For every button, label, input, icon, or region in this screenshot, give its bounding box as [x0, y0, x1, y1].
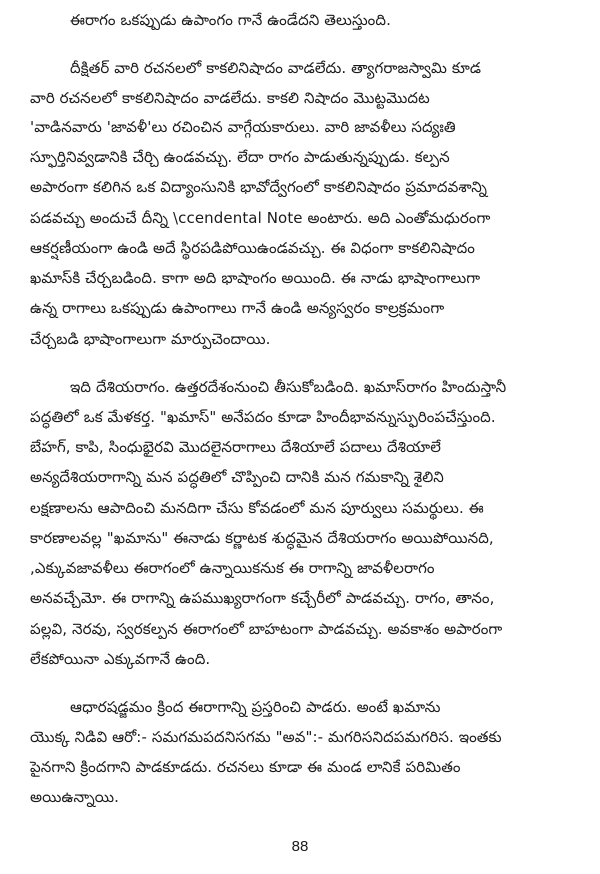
- text-line: అన్యదేశియరాగాన్ని మన పద్ధతిలో చొప్పించి దానికి మన గమకాన్ని శైలిని: [30, 468, 444, 486]
- text-line: ఆధారషడ్జమం క్రింద ఈరాగాన్ని ప్రస్తరించి పాడరు. అంటే ఖమాను: [70, 698, 441, 716]
- text-line: పద్ధతిలో ఒక మేళకర్త. "ఖమాస్" అనేపదం కూడా హిందీభావన్నుస్ఫురింపచేస్తుంది.: [30, 408, 496, 426]
- text-line: ఈరాగం ఒకప్పుడు ఉపాంగం గానే ఉండేదని తెలుస్తుంది.: [70, 11, 391, 29]
- text-line: పల్లవి, నెరవు, స్వరకల్పన ఈరాగంలో బాహటంగా పాడవచ్చు. అవకాశం అపారంగా: [30, 620, 503, 638]
- text-line: చేర్చబడి భాషాంగాలుగా మార్పుచెందాయి.: [30, 330, 271, 348]
- text-line: ఇది దేశియరాగం. ఉత్తరదేశంనుంచి తీసుకోబడింది. ఖమాస్‌రాగం హిందుస్తానీ: [70, 378, 507, 396]
- text-line: అనవచ్చేమో. ఈ రాగాన్ని ఉపముఖ్యరాగంగా కచ్చేరీలో పాడవచ్చు. రాగం, తానం,: [30, 589, 495, 607]
- text-line: పడవచ్చు అందుచే దీన్ని \ccendental Note అంటారు. అది ఎంతోమధురంగా: [30, 209, 491, 227]
- text-line: 'వాడినవారు 'జావళీ'లు రచించిన వాగ్గేయకారులు. వారి జావళీలు సద్యఃతి: [30, 118, 456, 136]
- text-line: ,ఎక్కువజావళీలు ఈరాగంలో ఉన్నాయికనుక ఈ రాగాన్ని జావళీలరాగం: [30, 559, 435, 577]
- text-line: దీక్షితర్ వారి రచనలలో కాకలినిషాదం వాడలేదు. త్యాగరాజస్వామి కూడ: [70, 59, 482, 77]
- text-line: అయిఉన్నాయి.: [30, 788, 119, 806]
- text-line: కారణాలవల్ల "ఖమాను" ఈనాడు కర్ణాటక శుద్ధమైన దేశియరాగం అయిపోయినది,: [30, 529, 494, 547]
- text-line: ఖమాస్‌కి చేర్చబడింది. కాగా అది భాషాంగం అయింది. ఈ నాడు భాషాంగాలుగా: [30, 269, 481, 287]
- text-line: ఉన్న రాగాలు ఒకప్పుడు ఉపాంగాలు గానే ఉండి అన్యస్వరం కాల్రక్రమంగా: [30, 299, 445, 317]
- page-number: 88: [291, 838, 309, 855]
- text-line: ఆకర్షణీయంగా ఉండి అదే స్థిరపడిపోయిఉండవచ్చు. ఈ విధంగా కాకలినిషాదం: [30, 239, 475, 257]
- text-line: స్ఫూర్తినివ్వడానికి చేర్చి ఉండవచ్చు. లేదా రాగం పాడుతున్నప్పుడు. కల్పన: [30, 148, 450, 166]
- text-line: పైనగాని క్రిందగాని పాడకూడదు. రచనలు కూడా ఈ మండ లానికే పరిమితం: [30, 758, 461, 776]
- text-line: బేహగ్, కాపి, సింధుభైరవి మొదలైనరాగాలు దేశియాలే పదాలు దేశియాలే: [30, 438, 441, 456]
- text-line: లక్షణాలను ఆపాదించి మనదిగా చేసు కోవడంలో మన పూర్వులు సమర్థులు. ఈ: [30, 499, 484, 517]
- text-line: అపారంగా కలిగిన ఒక విద్యాంసునికి భావోద్వేగంలో కాకలినిషాదం ప్రమాదవశాన్ని: [30, 178, 488, 196]
- text-line: లేకపోయినా ఎక్కువగానే ఉంది.: [30, 650, 211, 668]
- text-line: వారి రచనలలో కాకలినిషాదం వాడలేదు. కాకలి నిషాదం మొట్టమొదట: [30, 89, 430, 107]
- text-line: యొక్క నిడివి ఆరో:- సమగమపదనిసగమ "అవ":- మగరిసనిదపమగరిస. ఇంతకు: [30, 728, 502, 746]
